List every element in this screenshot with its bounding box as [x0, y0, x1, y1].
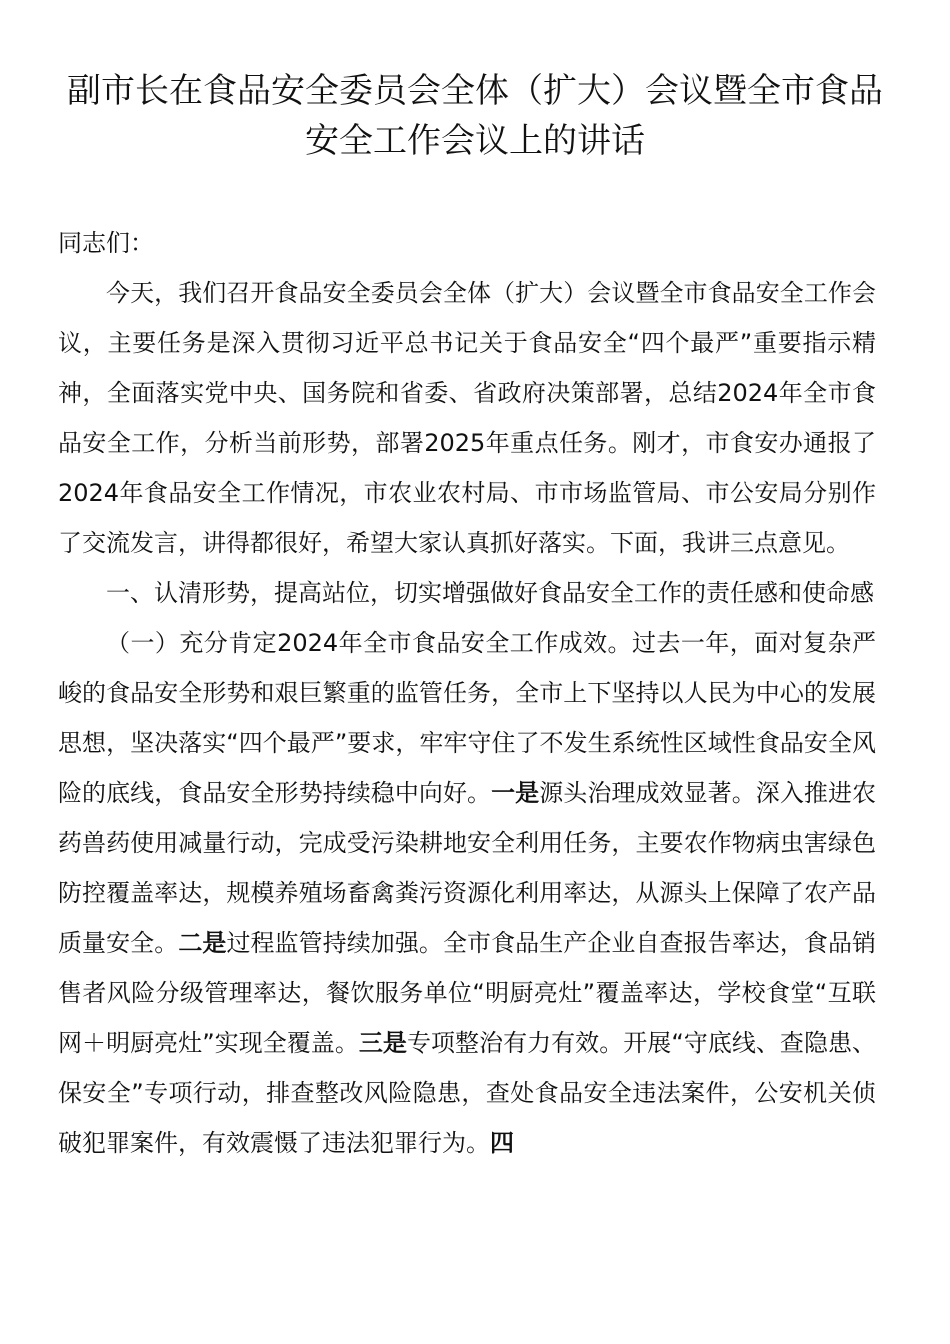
- document-title: 副市长在食品安全委员会全体（扩大）会议暨全市食品安全工作会议上的讲话: [67, 71, 883, 161]
- salutation: 同志们：: [58, 229, 154, 257]
- document-body: [58, 218, 876, 1168]
- point-4-label: 四: [490, 1129, 514, 1157]
- intro-paragraph: 今天，我们召开食品安全委员会全体（扩大）会议暨全市食品安全工作会议，主要任务是深入贯彻习近平总书记关于食品安全“四个最严”重要指示精神，全面落实党中央、国务院和省委、省政府决策部署，总结2024年全市食品安全工作，分析当前形势，部署2025年重点任务。刚才，市食安办通报了2024年食品安全工作情况，市农业农村局、市市场监管局、市公安局分别作了交流发言，讲得都很好，希望大家认真抓好落实。下面，我讲三点意见。: [58, 279, 876, 557]
- section-heading-1: 一、认清形势，提高站位，切实增强做好食品安全工作的责任感和使命感: [106, 579, 874, 607]
- subsection-paragraph-1: [58, 618, 876, 1168]
- point-3-label: 三是: [358, 1029, 407, 1057]
- subsection-lead: （一）充分肯定2024年全市食品安全工作成效。过去一年，面对复杂严峻的食品安全形势和艰巨繁重的监管任务，全市上下坚持以人民为中心的发展思想，坚决落实“四个最严”要求，牢牢守住了不发生系统性区域性食品安全风险的底线，食品安全形势持续稳中向好。: [58, 629, 876, 807]
- point-2-label: 二是: [178, 929, 227, 957]
- point-1-text: 源头治理成效显著。深入推进农药兽药使用减量行动，完成受污染耕地安全利用任务，主要农作物病虫害绿色防控覆盖率达，规模养殖场畜禽粪污资源化利用率达，从源头上保障了农产品质量安全。: [58, 779, 877, 957]
- point-1-label: 一是: [491, 779, 540, 807]
- point-2-text: 过程监管持续加强。全市食品生产企业自查报告率达，食品销售者风险分级管理率达，餐饮服务单位“明厨亮灶”覆盖率达，学校食堂“互联网＋明厨亮灶”实现全覆盖。: [58, 929, 877, 1057]
- point-3-text: 专项整治有力有效。开展“守底线、查隐患、保安全”专项行动，排查整改风险隐患，查处食品安全违法案件，公安机关侦破犯罪案件，有效震慑了违法犯罪行为。: [58, 1029, 877, 1157]
